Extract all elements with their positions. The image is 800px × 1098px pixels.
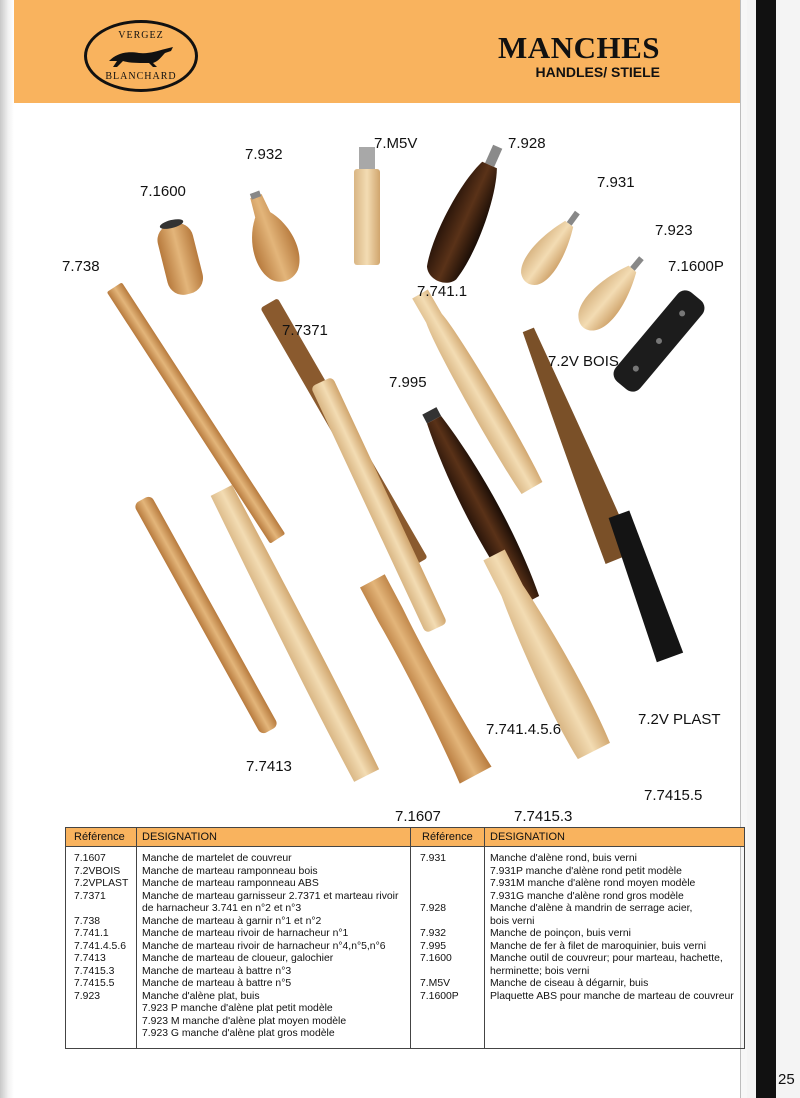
row-designation: Manche de marteau rivoir de harnacheur n°1: [142, 928, 349, 939]
page-title: MANCHES: [498, 30, 660, 65]
plaque-7-1600p: [609, 286, 708, 395]
column-header-reference: Référence: [74, 831, 125, 843]
table-row: [420, 953, 744, 966]
column-header-designation: DESIGNATION: [490, 831, 565, 843]
row-reference: 7.1600P: [420, 990, 459, 1002]
table-row: [74, 1028, 408, 1041]
table-column-right: [420, 853, 744, 1003]
row-reference: 7.2VPLAST: [74, 878, 129, 889]
table-row: [74, 866, 408, 879]
row-reference: 7.1600: [420, 953, 452, 964]
row-designation: 7.923 M manche d'alène plat moyen modèle: [142, 1015, 347, 1027]
row-designation: Manche de marteau garnisseur 2.7371 et marteau rivoir: [142, 890, 399, 902]
row-reference: 7.928: [420, 903, 447, 914]
table-row: [74, 978, 408, 991]
logo-text-bottom: BLANCHARD: [105, 71, 177, 82]
photo-label: 7.7413: [246, 758, 292, 775]
photo-label: 7.2V PLAST: [638, 711, 721, 728]
table-row: [420, 866, 744, 879]
row-designation: 7.923 G manche d'alène plat gros modèle: [142, 1028, 335, 1039]
row-designation: Manche de marteau à battre n°3: [142, 965, 292, 977]
logo-text-top: VERGEZ: [118, 30, 164, 41]
row-reference: 7.1607: [74, 853, 106, 864]
row-reference: 7.995: [420, 940, 447, 952]
row-designation: Manche d'alène rond, buis verni: [490, 853, 637, 864]
table-row: [74, 966, 408, 979]
row-reference: 7.931: [420, 853, 447, 864]
photo-label: 7.931: [597, 174, 635, 191]
page-edge-black-band: [756, 0, 776, 1098]
row-reference: 7.M5V: [420, 978, 451, 989]
page-number: 25: [778, 1071, 795, 1088]
handle-7-m5v: [354, 147, 380, 265]
table-row: [74, 1016, 408, 1029]
table-row: [74, 953, 408, 966]
row-designation: 7.923 P manche d'alène plat petit modèle: [142, 1003, 333, 1014]
photo-label: 7.928: [508, 135, 546, 152]
row-designation: Manche de marteau ramponneau ABS: [142, 878, 319, 889]
photo-label: 7.995: [389, 374, 427, 391]
table-row: [74, 878, 408, 891]
photo-label: 7.7415.3: [514, 808, 573, 825]
handle-7-932: [234, 185, 307, 288]
row-designation: Plaquette ABS pour manche de marteau de couvreur: [490, 990, 734, 1002]
table-row: [420, 928, 744, 941]
row-designation: Manche de marteau rivoir de harnacheur n°4,n°5,n°6: [142, 940, 386, 952]
table-row: [420, 903, 744, 916]
row-designation: Manche de martelet de couvreur: [142, 853, 292, 864]
table-row: [420, 978, 744, 991]
row-designation: de harnacheur 3.741 en n°2 et n°3: [142, 903, 302, 914]
page-spine-shadow: [0, 0, 14, 1098]
table-row: [420, 891, 744, 904]
row-reference: 7.741.4.5.6: [74, 940, 126, 952]
row-designation: Manche de marteau de cloueur, galochier: [142, 953, 334, 964]
table-row: [420, 878, 744, 891]
photo-label: 7.923: [655, 222, 693, 239]
row-designation: 7.931M manche d'alène rond moyen modèle: [490, 878, 696, 889]
photo-label: 7.7415.5: [644, 787, 703, 804]
table-column-left: [74, 853, 408, 1041]
table-row: [74, 1003, 408, 1016]
row-reference: 7.2VBOIS: [74, 865, 121, 877]
row-reference: 7.738: [74, 915, 101, 927]
table-row: [74, 853, 408, 866]
page-subtitle: HANDLES/ STIELE: [535, 64, 660, 80]
row-reference: 7.7415.3: [74, 965, 115, 977]
table-row: [420, 991, 744, 1004]
table-row: [420, 853, 744, 866]
table-header: [66, 828, 744, 847]
greyhound-icon: [87, 41, 195, 71]
handle-7-7413: [133, 495, 278, 736]
header-band: [14, 0, 740, 103]
table-row: [74, 941, 408, 954]
row-reference: 7.7415.5: [74, 978, 115, 989]
photo-label: 7.1607: [395, 808, 441, 825]
handle-7-931: [514, 203, 590, 291]
product-photo: [14, 103, 740, 825]
photo-label: 7.1600P: [668, 258, 724, 275]
row-designation: Manche de marteau ramponneau bois: [142, 865, 318, 877]
handle-7-2v-plast: [605, 510, 683, 662]
photo-label: 7.1600: [140, 183, 186, 200]
row-designation: Manche outil de couvreur; pour marteau, hachette,: [490, 953, 723, 964]
table-row: [420, 966, 744, 979]
photo-label: 7.738: [62, 258, 100, 275]
row-reference: 7.7371: [74, 890, 106, 902]
row-designation: Manche d'alène à mandrin de serrage acier,: [490, 903, 693, 914]
row-designation: Manche de fer à filet de maroquinier, buis verni: [490, 940, 707, 952]
photo-label: 7.2V BOIS: [548, 353, 619, 370]
row-designation: Manche de marteau à battre n°5: [142, 978, 292, 989]
row-designation: bois verni: [490, 915, 535, 927]
row-designation: 7.931G manche d'alène rond gros modèle: [490, 890, 684, 902]
row-designation: Manche de ciseau à dégarnir, buis: [490, 978, 649, 989]
handle-7-741-1: [408, 287, 544, 495]
handle-7-738: [107, 282, 285, 543]
row-designation: Manche d'alène plat, buis: [142, 990, 260, 1002]
row-reference: 7.7413: [74, 953, 106, 964]
photo-label: 7.741.4.5.6: [486, 721, 562, 738]
column-header-designation: DESIGNATION: [142, 831, 217, 843]
table-row: [74, 991, 408, 1004]
row-designation: Manche de poinçon, buis verni: [490, 928, 631, 939]
brand-logo: [84, 20, 198, 92]
row-designation: Manche de marteau à garnir n°1 et n°2: [142, 915, 322, 927]
table-row: [74, 928, 408, 941]
row-reference: 7.923: [74, 990, 101, 1002]
photo-label: 7.M5V: [374, 135, 418, 152]
table-row: [74, 903, 408, 916]
photo-label: 7.932: [245, 146, 283, 163]
table-row: [74, 891, 408, 904]
row-designation: herminette; bois verni: [490, 965, 590, 977]
handle-7-995: [415, 403, 545, 608]
table-row: [74, 916, 408, 929]
table-row: [420, 941, 744, 954]
table-row: [420, 916, 744, 929]
handle-7-923: [570, 247, 654, 338]
handle-7-7415-3: [208, 484, 380, 783]
row-reference: 7.932: [420, 928, 447, 939]
handle-7-1600: [153, 216, 206, 298]
column-header-reference: Référence: [422, 831, 473, 843]
row-designation: 7.931P manche d'alène rond petit modèle: [490, 865, 682, 877]
handle-7-928: [420, 139, 517, 290]
reference-table: [65, 827, 745, 1049]
row-reference: 7.741.1: [74, 928, 109, 939]
photo-label: 7.741.1: [417, 283, 468, 300]
photo-label: 7.7371: [282, 322, 328, 339]
column-divider: [410, 828, 411, 1048]
